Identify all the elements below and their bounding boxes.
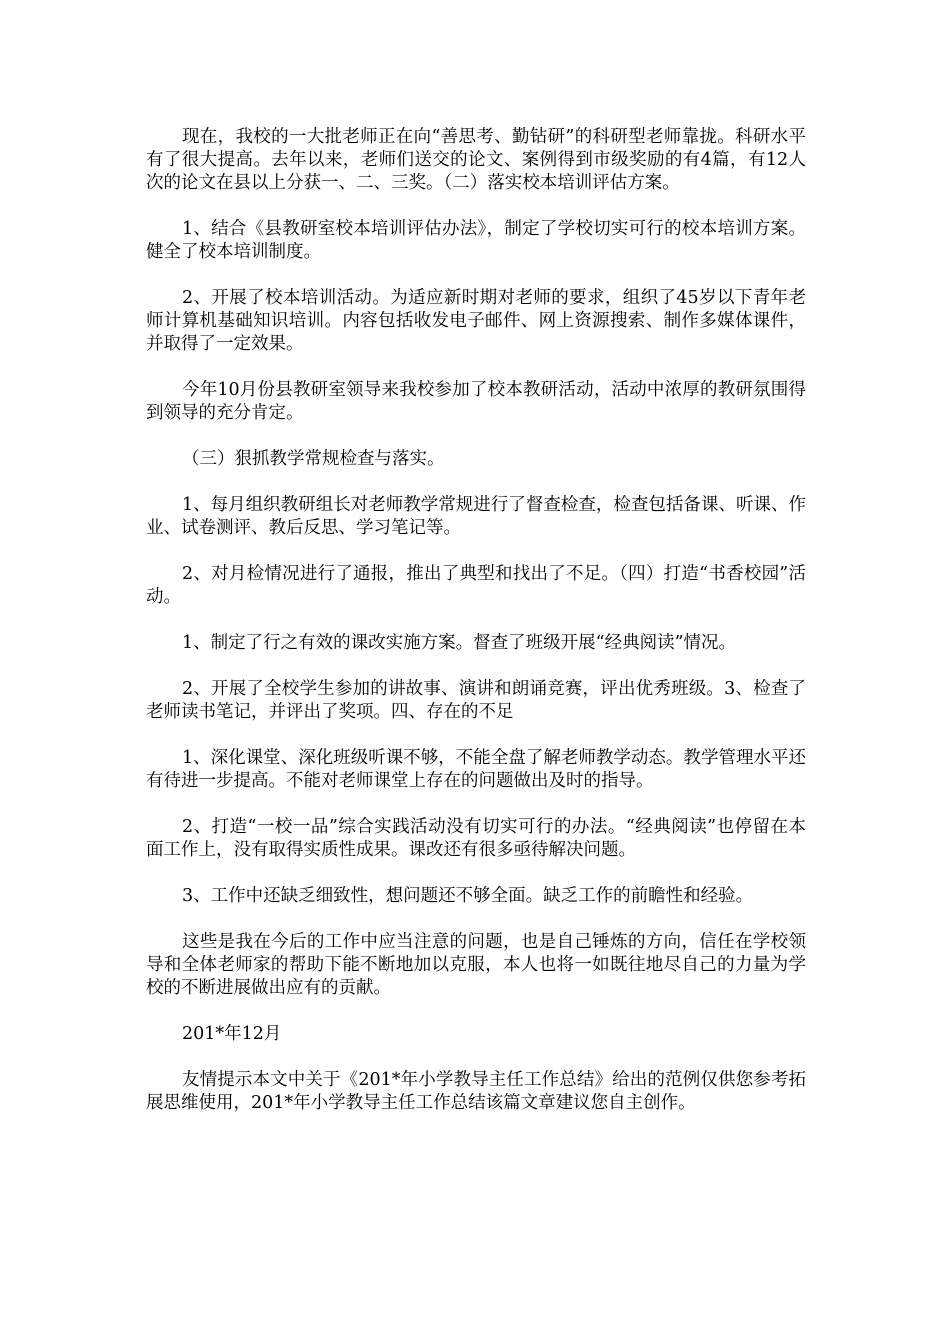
document-date: 201*年12月 (182, 1024, 282, 1044)
document-body (146, 126, 806, 1138)
paragraph-conclusion: 这些是我在今后的工作中应当注意的问题，也是自己锤炼的方向，信任在学校领导和全体老师家的帮助下能不断地加以克服，本人也将一如既往地尽自己的力量为学校的不断进展做出应有的贡献。 (146, 932, 806, 998)
paragraph-disclaimer: 友情提示本文中关于《201*年小学教导主任工作总结》给出的范例仅供您参考拓展思维使用，201*年小学教导主任工作总结该篇文章建议您自主创作。 (146, 1070, 806, 1113)
paragraph-shortcoming-2: 2、打造“一校一品”综合实践活动没有切实可行的办法。“经典阅读”也停留在本面工作上，没有取得实质性成果。课改还有很多亟待解决问题。 (146, 817, 806, 860)
paragraph-reform-plan: 1、制定了行之有效的课改实施方案。督查了班级开展“经典阅读”情况。 (182, 633, 737, 653)
paragraph-inspection-report: 2、对月检情况进行了通报，推出了典型和找出了不足。（四）打造“书香校园”活动。 (146, 564, 806, 607)
paragraph-training-plan: 1、结合《县教研室校本培训评估办法》，制定了学校切实可行的校本培训方案。健全了校本培训制度。 (146, 219, 806, 262)
section-heading-routine-checks: （三）狠抓教学常规检查与落实。 (182, 449, 445, 469)
paragraph-training-activities: 2、开展了校本培训活动。为适应新时期对老师的要求，组织了45岁以下青年老师计算机基础知识培训。内容包括收发电子邮件、网上资源搜索、制作多媒体课件，并取得了一定效果。 (146, 288, 806, 354)
paragraph-shortcoming-3: 3、工作中还缺乏细致性，想问题还不够全面。缺乏工作的前瞻性和经验。 (182, 886, 754, 906)
paragraph-student-contests: 2、开展了全校学生参加的讲故事、演讲和朗诵竞赛，评出优秀班级。3、检查了老师读书笔记，并评出了奖项。四、存在的不足 (146, 679, 806, 722)
paragraph-monthly-inspection: 1、每月组织教研组长对老师教学常规进行了督查检查，检查包括备课、听课、作业、试卷测评、教后反思、学习笔记等。 (146, 495, 806, 538)
paragraph-research-progress: 现在，我校的一大批老师正在向“善思考、勤钻研”的科研型老师靠拢。科研水平有了很大提高。去年以来，老师们送交的论文、案例得到市级奖励的有4篇，有12人次的论文在县以上分获一、二、三奖。（二）落实校本培训评估方案。 (146, 127, 806, 193)
paragraph-october-visit: 今年10月份县教研室领导来我校参加了校本教研活动，活动中浓厚的教研氛围得到领导的充分肯定。 (146, 380, 806, 423)
paragraph-shortcoming-1: 1、深化课堂、深化班级听课不够，不能全盘了解老师教学动态。教学管理水平还有待进一步提高。不能对老师课堂上存在的问题做出及时的指导。 (146, 748, 806, 791)
